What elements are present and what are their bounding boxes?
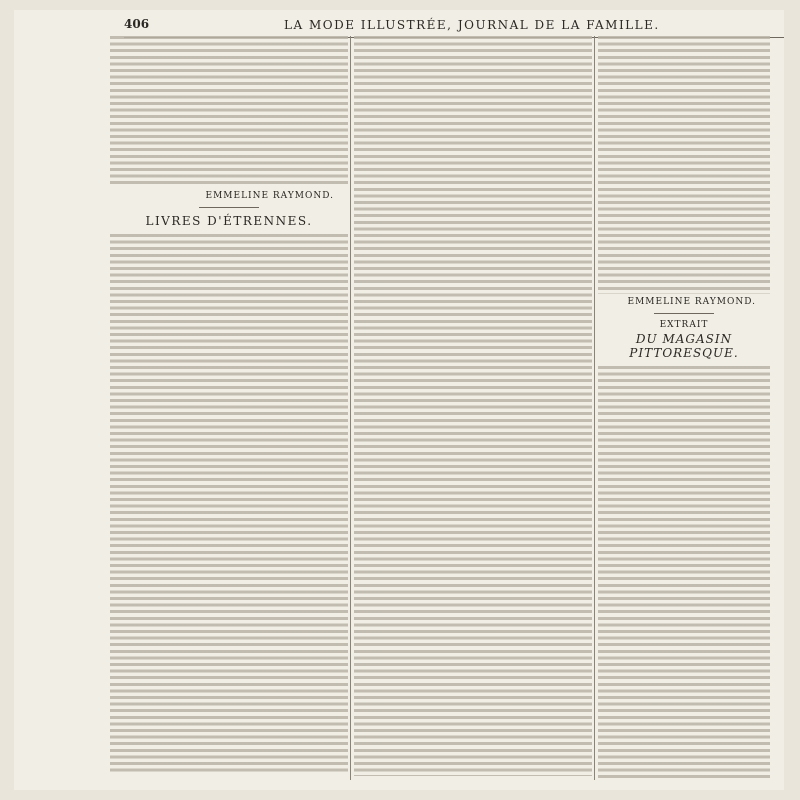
text-block (110, 36, 348, 188)
column-rule (594, 36, 595, 780)
text-block (110, 234, 348, 774)
page-number: 406 (124, 17, 150, 31)
column-3 (598, 36, 770, 780)
column-2 (354, 36, 592, 780)
column-1 (110, 36, 348, 780)
section-rule (199, 207, 259, 208)
author-signature: EMMELINE RAYMOND. (627, 297, 756, 307)
section-rule (654, 313, 714, 314)
author-signature: EMMELINE RAYMOND. (205, 191, 334, 201)
extract-title: DU MAGASIN PITTORESQUE. (629, 332, 739, 360)
text-block (354, 36, 592, 776)
column-rule (350, 36, 351, 780)
journal-title: LA MODE ILLUSTRÉE, JOURNAL DE LA FAMILLE. (284, 18, 660, 32)
section-heading: LIVRES D'ÉTRENNES. (145, 214, 313, 228)
extract-label: EXTRAIT (659, 320, 709, 330)
text-block (598, 36, 770, 294)
text-block (598, 366, 770, 780)
running-head (124, 17, 784, 38)
